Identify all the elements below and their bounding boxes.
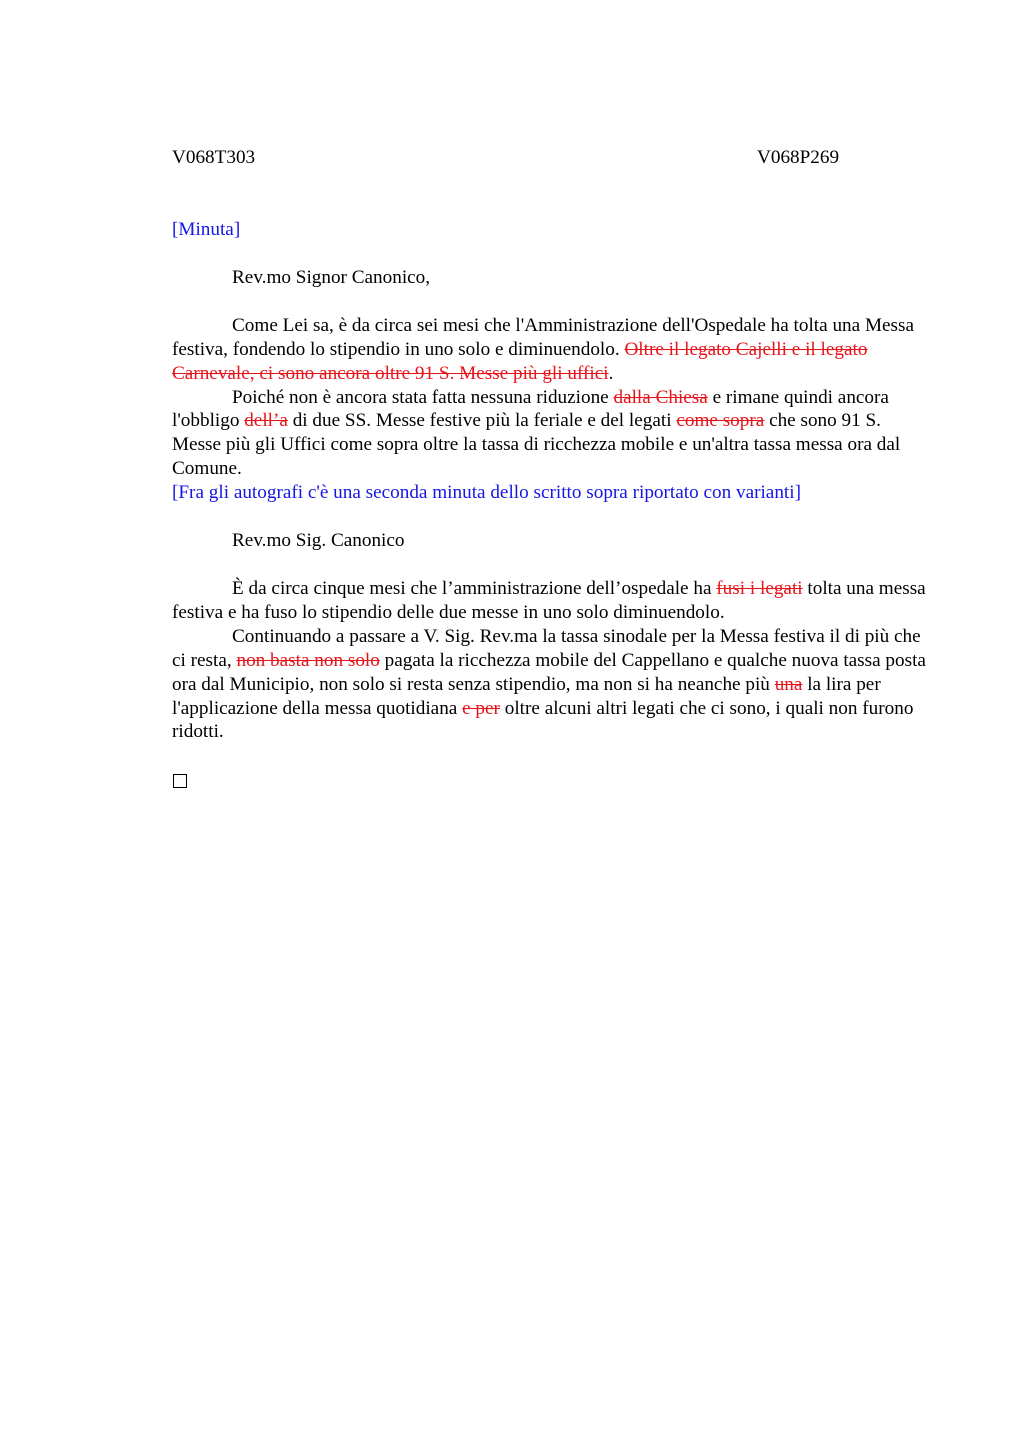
variant-note: [Fra gli autografi c'è una seconda minuta dello scritto sopra riportato con varianti] (172, 482, 801, 504)
text-run: È da circa cinque mesi che l’amministrazione dell’ospedale ha (232, 577, 717, 599)
text-run: tolta una messa festiva e ha fuso lo stipendio delle due messe in uno solo diminuendolo. (172, 577, 926, 623)
document-id-right: V068P269 (757, 147, 840, 168)
text-run: di due SS. Messe festive più la feriale e del legati (287, 410, 677, 432)
text-run: pagata la ricchezza mobile del Cappellano e qualche nuova tassa posta ora dal Municipio, non solo si resta senza stipendio, ma non si ha neanche più (172, 649, 926, 695)
document-header (172, 146, 932, 170)
text-run: e rimane quindi ancora l'obbligo (172, 386, 889, 432)
deleted-text: fusi i legati (716, 577, 803, 599)
text-run: la lira per l'applicazione della messa quotidiana (172, 673, 881, 719)
letter2-paragraph-2 (172, 625, 932, 745)
letter2-paragraph-1 (172, 577, 932, 625)
text-run: . (608, 362, 614, 384)
deleted-text: come sopra (676, 410, 765, 432)
letter1-paragraph-2 (172, 386, 932, 482)
letter2-salutation: Rev.mo Sig. Canonico (232, 530, 405, 552)
deleted-text: una (774, 673, 803, 695)
deleted-text: Oltre il legato Cajelli e il legato Carnevale, ci sono ancora oltre 91 S. Messe più gli uffici (172, 338, 868, 384)
document-page (172, 146, 932, 795)
document-id-left: V068T303 (172, 147, 256, 168)
text-run: oltre alcuni altri legati che ci sono, i quali non furono ridotti. (172, 697, 914, 743)
text-run: Continuando a passare a V. Sig. Rev.ma la tassa sinodale per la Messa festiva il di più che ci resta, (172, 625, 921, 671)
square-box-icon (173, 774, 187, 788)
letter1-salutation: Rev.mo Signor Canonico, (232, 266, 431, 288)
deleted-text: dell’a (244, 410, 288, 432)
deleted-text: non basta non solo (236, 649, 380, 671)
letter1-paragraph-1 (172, 314, 932, 386)
text-run: che sono 91 S. Messe più gli Uffici come sopra oltre la tassa di ricchezza mobile e un'altra tassa messa ora dal Comune. (172, 410, 901, 480)
end-mark (172, 768, 932, 795)
deleted-text: dalla Chiesa (613, 386, 708, 408)
text-run: Poiché non è ancora stata fatta nessuna riduzione (232, 386, 614, 408)
minuta-note: [Minuta] (172, 219, 241, 240)
deleted-text: e per (462, 697, 500, 719)
text-run: Come Lei sa, è da circa sei mesi che l'Amministrazione dell'Ospedale ha tolta una Messa festiva, fondendo lo stipendio in uno solo e diminuendolo. (172, 314, 914, 360)
